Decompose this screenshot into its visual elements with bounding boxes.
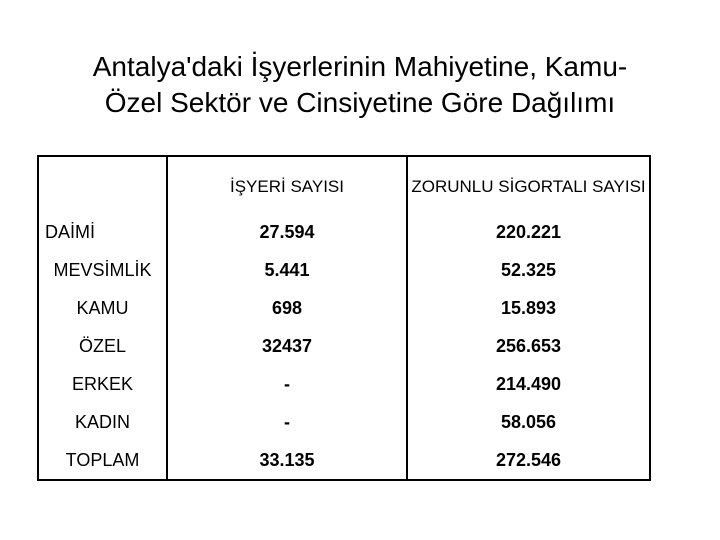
table-row [38, 403, 650, 441]
isyeri-value: - [167, 403, 407, 441]
row-label: ÖZEL [78, 335, 126, 356]
row-label: KADIN [74, 411, 130, 432]
table-row [38, 289, 650, 327]
header-empty-cell [38, 156, 167, 213]
title-line-1: Antalya'daki İşyerlerinin Mahiyetine, Kamu- [92, 50, 628, 82]
row-label: MEVSİMLİK [53, 259, 152, 280]
isyeri-value: 32437 [167, 327, 407, 365]
table-row [38, 327, 650, 365]
isyeri-value: 33.135 [167, 441, 407, 480]
header-isyeri-sayisi: İŞYERİ SAYISI [167, 156, 407, 213]
isyeri-value: 698 [167, 289, 407, 327]
isyeri-value: 27.594 [167, 213, 407, 251]
isyeri-value: - [167, 365, 407, 403]
table-row [38, 365, 650, 403]
row-label: DAİMİ [45, 221, 96, 242]
table-row [38, 441, 650, 480]
workplace-distribution-table [37, 155, 651, 481]
sigortali-value: 52.325 [407, 251, 650, 289]
table-row [38, 213, 650, 251]
sigortali-value: 220.221 [407, 213, 650, 251]
header-zorunlu-sigortali-sayisi: ZORUNLU SİGORTALI SAYISI [407, 156, 650, 213]
row-label: KAMU [76, 297, 129, 318]
sigortali-value: 58.056 [407, 403, 650, 441]
title-line-2: Özel Sektör ve Cinsiyetine Göre Dağılımı [104, 86, 616, 118]
sigortali-value: 15.893 [407, 289, 650, 327]
isyeri-value: 5.441 [167, 251, 407, 289]
table-row [38, 251, 650, 289]
sigortali-value: 272.546 [407, 441, 650, 480]
table-header-row [38, 156, 650, 213]
row-label: ERKEK [71, 373, 134, 394]
sigortali-value: 256.653 [407, 327, 650, 365]
sigortali-value: 214.490 [407, 365, 650, 403]
row-label: TOPLAM [65, 449, 140, 470]
page-title [0, 49, 720, 121]
